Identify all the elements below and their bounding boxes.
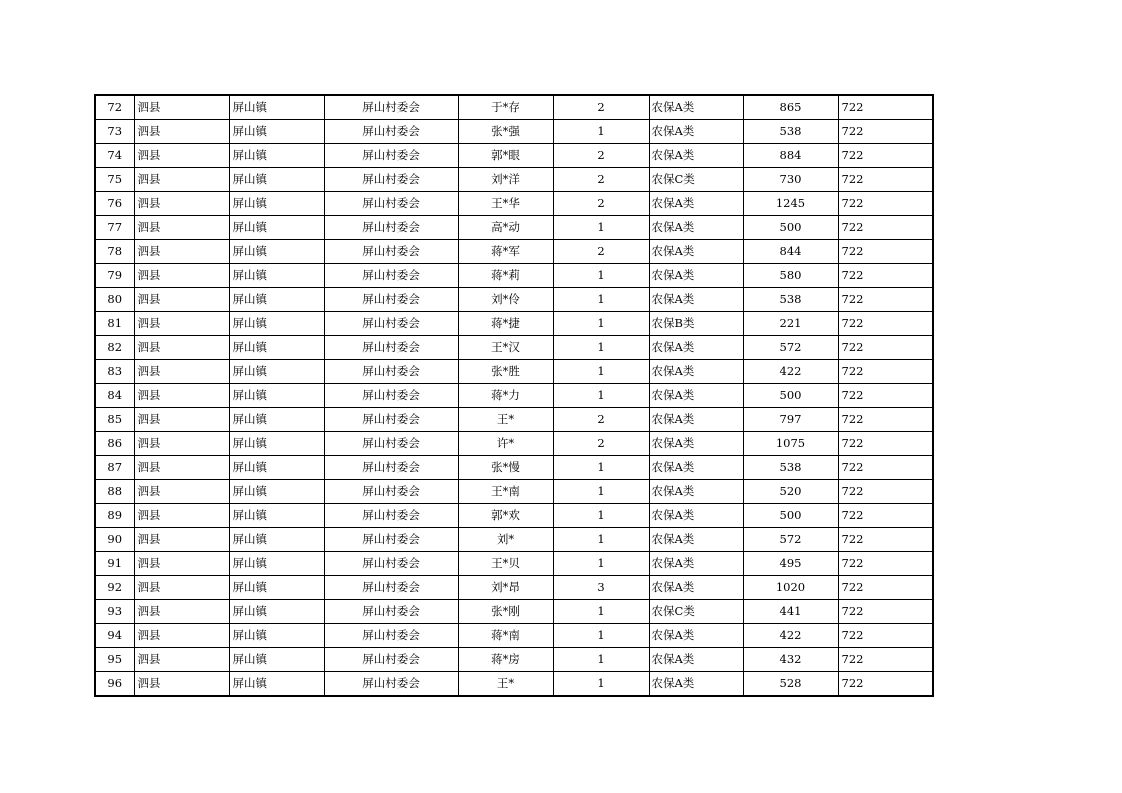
row-number: 84 xyxy=(95,384,134,408)
amount-cell: 422 xyxy=(743,360,838,384)
name-cell: 张*慢 xyxy=(458,456,553,480)
county-cell: 泗县 xyxy=(134,264,229,288)
town-cell: 屏山镇 xyxy=(229,168,324,192)
county-cell: 泗县 xyxy=(134,216,229,240)
household-size-cell: 1 xyxy=(553,672,649,697)
insurance-type-cell: 农保A类 xyxy=(649,120,743,144)
table-row xyxy=(95,360,933,384)
insurance-type-cell: 农保A类 xyxy=(649,504,743,528)
table-row xyxy=(95,504,933,528)
standard-cell: 722 xyxy=(838,648,933,672)
insurance-type-cell: 农保A类 xyxy=(649,288,743,312)
standard-cell: 722 xyxy=(838,360,933,384)
town-cell: 屏山镇 xyxy=(229,120,324,144)
town-cell: 屏山镇 xyxy=(229,95,324,120)
standard-cell: 722 xyxy=(838,288,933,312)
standard-cell: 722 xyxy=(838,456,933,480)
household-size-cell: 1 xyxy=(553,528,649,552)
insurance-type-cell: 农保A类 xyxy=(649,576,743,600)
county-cell: 泗县 xyxy=(134,288,229,312)
household-size-cell: 2 xyxy=(553,192,649,216)
amount-cell: 538 xyxy=(743,456,838,480)
village-cell: 屏山村委会 xyxy=(324,336,458,360)
village-cell: 屏山村委会 xyxy=(324,216,458,240)
town-cell: 屏山镇 xyxy=(229,432,324,456)
row-number: 76 xyxy=(95,192,134,216)
county-cell: 泗县 xyxy=(134,360,229,384)
household-size-cell: 1 xyxy=(553,624,649,648)
table-body xyxy=(95,95,933,696)
row-number: 89 xyxy=(95,504,134,528)
town-cell: 屏山镇 xyxy=(229,288,324,312)
insurance-type-cell: 农保A类 xyxy=(649,456,743,480)
table-row xyxy=(95,312,933,336)
amount-cell: 538 xyxy=(743,288,838,312)
village-cell: 屏山村委会 xyxy=(324,672,458,697)
table-row xyxy=(95,144,933,168)
household-size-cell: 1 xyxy=(553,288,649,312)
amount-cell: 432 xyxy=(743,648,838,672)
table-row xyxy=(95,384,933,408)
amount-cell: 520 xyxy=(743,480,838,504)
amount-cell: 730 xyxy=(743,168,838,192)
insurance-type-cell: 农保A类 xyxy=(649,480,743,504)
household-size-cell: 2 xyxy=(553,144,649,168)
insurance-type-cell: 农保A类 xyxy=(649,240,743,264)
amount-cell: 884 xyxy=(743,144,838,168)
amount-cell: 500 xyxy=(743,216,838,240)
row-number: 95 xyxy=(95,648,134,672)
county-cell: 泗县 xyxy=(134,600,229,624)
row-number: 92 xyxy=(95,576,134,600)
table-row xyxy=(95,216,933,240)
amount-cell: 221 xyxy=(743,312,838,336)
row-number: 77 xyxy=(95,216,134,240)
table-row xyxy=(95,240,933,264)
standard-cell: 722 xyxy=(838,480,933,504)
county-cell: 泗县 xyxy=(134,192,229,216)
row-number: 88 xyxy=(95,480,134,504)
village-cell: 屏山村委会 xyxy=(324,95,458,120)
town-cell: 屏山镇 xyxy=(229,336,324,360)
town-cell: 屏山镇 xyxy=(229,600,324,624)
village-cell: 屏山村委会 xyxy=(324,240,458,264)
county-cell: 泗县 xyxy=(134,672,229,697)
household-size-cell: 1 xyxy=(553,384,649,408)
county-cell: 泗县 xyxy=(134,408,229,432)
town-cell: 屏山镇 xyxy=(229,576,324,600)
row-number: 91 xyxy=(95,552,134,576)
name-cell: 王* xyxy=(458,672,553,697)
insurance-type-cell: 农保A类 xyxy=(649,384,743,408)
amount-cell: 572 xyxy=(743,336,838,360)
name-cell: 蒋*房 xyxy=(458,648,553,672)
name-cell: 郭*眼 xyxy=(458,144,553,168)
row-number: 86 xyxy=(95,432,134,456)
standard-cell: 722 xyxy=(838,264,933,288)
amount-cell: 844 xyxy=(743,240,838,264)
name-cell: 刘*伶 xyxy=(458,288,553,312)
household-size-cell: 2 xyxy=(553,95,649,120)
household-size-cell: 2 xyxy=(553,432,649,456)
household-size-cell: 1 xyxy=(553,456,649,480)
standard-cell: 722 xyxy=(838,336,933,360)
county-cell: 泗县 xyxy=(134,336,229,360)
amount-cell: 1075 xyxy=(743,432,838,456)
village-cell: 屏山村委会 xyxy=(324,624,458,648)
row-number: 81 xyxy=(95,312,134,336)
household-size-cell: 1 xyxy=(553,600,649,624)
county-cell: 泗县 xyxy=(134,576,229,600)
row-number: 82 xyxy=(95,336,134,360)
town-cell: 屏山镇 xyxy=(229,192,324,216)
village-cell: 屏山村委会 xyxy=(324,144,458,168)
table-row xyxy=(95,408,933,432)
village-cell: 屏山村委会 xyxy=(324,480,458,504)
town-cell: 屏山镇 xyxy=(229,672,324,697)
amount-cell: 580 xyxy=(743,264,838,288)
household-size-cell: 2 xyxy=(553,408,649,432)
household-size-cell: 1 xyxy=(553,312,649,336)
name-cell: 王*贝 xyxy=(458,552,553,576)
name-cell: 高*动 xyxy=(458,216,553,240)
standard-cell: 722 xyxy=(838,600,933,624)
table-row xyxy=(95,120,933,144)
table-row xyxy=(95,432,933,456)
table-row xyxy=(95,528,933,552)
insurance-type-cell: 农保A类 xyxy=(649,624,743,648)
name-cell: 郭*欢 xyxy=(458,504,553,528)
household-size-cell: 1 xyxy=(553,552,649,576)
name-cell: 刘*洋 xyxy=(458,168,553,192)
village-cell: 屏山村委会 xyxy=(324,120,458,144)
row-number: 78 xyxy=(95,240,134,264)
town-cell: 屏山镇 xyxy=(229,480,324,504)
county-cell: 泗县 xyxy=(134,168,229,192)
table-row xyxy=(95,456,933,480)
village-cell: 屏山村委会 xyxy=(324,360,458,384)
amount-cell: 422 xyxy=(743,624,838,648)
table-row xyxy=(95,192,933,216)
town-cell: 屏山镇 xyxy=(229,504,324,528)
village-cell: 屏山村委会 xyxy=(324,600,458,624)
insurance-type-cell: 农保A类 xyxy=(649,552,743,576)
household-size-cell: 1 xyxy=(553,480,649,504)
amount-cell: 495 xyxy=(743,552,838,576)
name-cell: 张*胜 xyxy=(458,360,553,384)
table-row xyxy=(95,600,933,624)
standard-cell: 722 xyxy=(838,192,933,216)
county-cell: 泗县 xyxy=(134,504,229,528)
town-cell: 屏山镇 xyxy=(229,360,324,384)
row-number: 87 xyxy=(95,456,134,480)
village-cell: 屏山村委会 xyxy=(324,504,458,528)
county-cell: 泗县 xyxy=(134,480,229,504)
amount-cell: 500 xyxy=(743,504,838,528)
village-cell: 屏山村委会 xyxy=(324,192,458,216)
name-cell: 张*刚 xyxy=(458,600,553,624)
data-table xyxy=(94,94,934,697)
household-size-cell: 2 xyxy=(553,240,649,264)
name-cell: 蒋*莉 xyxy=(458,264,553,288)
standard-cell: 722 xyxy=(838,624,933,648)
county-cell: 泗县 xyxy=(134,624,229,648)
standard-cell: 722 xyxy=(838,408,933,432)
standard-cell: 722 xyxy=(838,216,933,240)
row-number: 85 xyxy=(95,408,134,432)
town-cell: 屏山镇 xyxy=(229,624,324,648)
household-size-cell: 1 xyxy=(553,120,649,144)
table-row xyxy=(95,264,933,288)
county-cell: 泗县 xyxy=(134,648,229,672)
table-row xyxy=(95,576,933,600)
village-cell: 屏山村委会 xyxy=(324,408,458,432)
table-row xyxy=(95,168,933,192)
county-cell: 泗县 xyxy=(134,432,229,456)
town-cell: 屏山镇 xyxy=(229,264,324,288)
county-cell: 泗县 xyxy=(134,528,229,552)
insurance-type-cell: 农保A类 xyxy=(649,144,743,168)
amount-cell: 1245 xyxy=(743,192,838,216)
county-cell: 泗县 xyxy=(134,95,229,120)
amount-cell: 797 xyxy=(743,408,838,432)
standard-cell: 722 xyxy=(838,120,933,144)
row-number: 79 xyxy=(95,264,134,288)
row-number: 94 xyxy=(95,624,134,648)
insurance-type-cell: 农保A类 xyxy=(649,216,743,240)
county-cell: 泗县 xyxy=(134,312,229,336)
county-cell: 泗县 xyxy=(134,384,229,408)
standard-cell: 722 xyxy=(838,144,933,168)
village-cell: 屏山村委会 xyxy=(324,384,458,408)
household-size-cell: 1 xyxy=(553,360,649,384)
town-cell: 屏山镇 xyxy=(229,456,324,480)
household-size-cell: 1 xyxy=(553,648,649,672)
standard-cell: 722 xyxy=(838,576,933,600)
table-row xyxy=(95,648,933,672)
town-cell: 屏山镇 xyxy=(229,144,324,168)
insurance-type-cell: 农保A类 xyxy=(649,95,743,120)
standard-cell: 722 xyxy=(838,504,933,528)
name-cell: 蒋*南 xyxy=(458,624,553,648)
row-number: 73 xyxy=(95,120,134,144)
town-cell: 屏山镇 xyxy=(229,552,324,576)
standard-cell: 722 xyxy=(838,312,933,336)
standard-cell: 722 xyxy=(838,432,933,456)
standard-cell: 722 xyxy=(838,95,933,120)
amount-cell: 1020 xyxy=(743,576,838,600)
village-cell: 屏山村委会 xyxy=(324,456,458,480)
row-number: 93 xyxy=(95,600,134,624)
row-number: 75 xyxy=(95,168,134,192)
row-number: 74 xyxy=(95,144,134,168)
county-cell: 泗县 xyxy=(134,144,229,168)
standard-cell: 722 xyxy=(838,240,933,264)
town-cell: 屏山镇 xyxy=(229,408,324,432)
table-row xyxy=(95,480,933,504)
name-cell: 刘*昂 xyxy=(458,576,553,600)
insurance-type-cell: 农保C类 xyxy=(649,168,743,192)
village-cell: 屏山村委会 xyxy=(324,288,458,312)
insurance-type-cell: 农保A类 xyxy=(649,336,743,360)
table-row xyxy=(95,672,933,697)
insurance-type-cell: 农保A类 xyxy=(649,264,743,288)
name-cell: 王*汉 xyxy=(458,336,553,360)
insurance-type-cell: 农保A类 xyxy=(649,192,743,216)
insurance-type-cell: 农保A类 xyxy=(649,648,743,672)
table-row xyxy=(95,336,933,360)
village-cell: 屏山村委会 xyxy=(324,168,458,192)
name-cell: 于*存 xyxy=(458,95,553,120)
name-cell: 蒋*捷 xyxy=(458,312,553,336)
county-cell: 泗县 xyxy=(134,456,229,480)
name-cell: 刘* xyxy=(458,528,553,552)
town-cell: 屏山镇 xyxy=(229,312,324,336)
amount-cell: 441 xyxy=(743,600,838,624)
village-cell: 屏山村委会 xyxy=(324,576,458,600)
village-cell: 屏山村委会 xyxy=(324,528,458,552)
insurance-type-cell: 农保A类 xyxy=(649,360,743,384)
row-number: 90 xyxy=(95,528,134,552)
row-number: 80 xyxy=(95,288,134,312)
amount-cell: 538 xyxy=(743,120,838,144)
village-cell: 屏山村委会 xyxy=(324,432,458,456)
village-cell: 屏山村委会 xyxy=(324,264,458,288)
amount-cell: 572 xyxy=(743,528,838,552)
standard-cell: 722 xyxy=(838,384,933,408)
amount-cell: 528 xyxy=(743,672,838,697)
village-cell: 屏山村委会 xyxy=(324,552,458,576)
insurance-type-cell: 农保A类 xyxy=(649,408,743,432)
town-cell: 屏山镇 xyxy=(229,648,324,672)
row-number: 96 xyxy=(95,672,134,697)
standard-cell: 722 xyxy=(838,168,933,192)
table-row xyxy=(95,552,933,576)
insurance-type-cell: 农保B类 xyxy=(649,312,743,336)
town-cell: 屏山镇 xyxy=(229,528,324,552)
name-cell: 许* xyxy=(458,432,553,456)
household-size-cell: 1 xyxy=(553,264,649,288)
amount-cell: 865 xyxy=(743,95,838,120)
town-cell: 屏山镇 xyxy=(229,216,324,240)
standard-cell: 722 xyxy=(838,672,933,697)
name-cell: 蒋*力 xyxy=(458,384,553,408)
household-size-cell: 1 xyxy=(553,504,649,528)
name-cell: 张*强 xyxy=(458,120,553,144)
household-size-cell: 3 xyxy=(553,576,649,600)
village-cell: 屏山村委会 xyxy=(324,648,458,672)
name-cell: 王* xyxy=(458,408,553,432)
town-cell: 屏山镇 xyxy=(229,384,324,408)
amount-cell: 500 xyxy=(743,384,838,408)
table-row xyxy=(95,288,933,312)
row-number: 83 xyxy=(95,360,134,384)
insurance-type-cell: 农保C类 xyxy=(649,600,743,624)
name-cell: 蒋*军 xyxy=(458,240,553,264)
table-row xyxy=(95,624,933,648)
insurance-type-cell: 农保A类 xyxy=(649,672,743,697)
row-number: 72 xyxy=(95,95,134,120)
county-cell: 泗县 xyxy=(134,120,229,144)
household-size-cell: 1 xyxy=(553,336,649,360)
name-cell: 王*华 xyxy=(458,192,553,216)
insurance-type-cell: 农保A类 xyxy=(649,528,743,552)
insurance-type-cell: 农保A类 xyxy=(649,432,743,456)
name-cell: 王*南 xyxy=(458,480,553,504)
county-cell: 泗县 xyxy=(134,240,229,264)
village-cell: 屏山村委会 xyxy=(324,312,458,336)
household-size-cell: 2 xyxy=(553,168,649,192)
household-size-cell: 1 xyxy=(553,216,649,240)
table-row xyxy=(95,95,933,120)
county-cell: 泗县 xyxy=(134,552,229,576)
standard-cell: 722 xyxy=(838,552,933,576)
standard-cell: 722 xyxy=(838,528,933,552)
town-cell: 屏山镇 xyxy=(229,240,324,264)
